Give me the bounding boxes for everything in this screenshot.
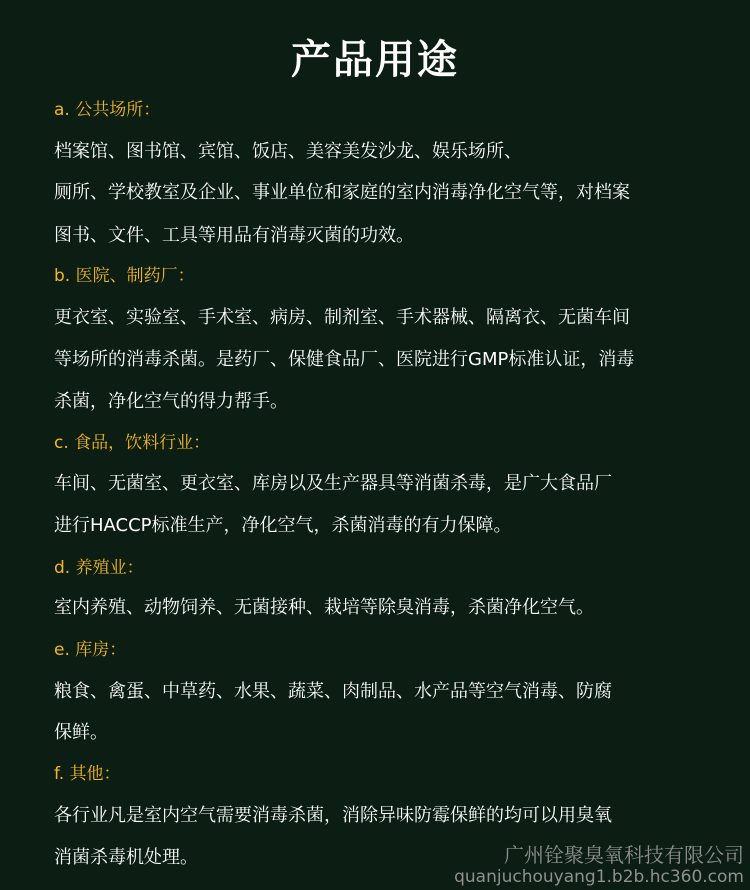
section-line: 车间、无菌室、更衣室、库房以及生产器具等消菌杀毒，是广大食品厂	[54, 473, 612, 494]
section-line: 粮食、禽蛋、中草药、水果、蔬菜、肉制品、水产品等空气消毒、防腐	[54, 681, 612, 702]
section-line: 保鲜。	[54, 722, 108, 743]
section-heading-food-beverage: c. 食品，饮料行业：	[54, 433, 211, 453]
section-line: 消菌杀毒机处理。	[54, 847, 198, 868]
section-heading-other: f. 其他：	[54, 764, 121, 784]
section-line: 档案馆、图书馆、宾馆、饭店、美容美发沙龙、娱乐场所、	[54, 141, 522, 162]
watermark-url: quanjuchouyang1.b2b.hc360.com	[454, 867, 744, 887]
section-line: 进行HACCP标准生产，净化空气，杀菌消毒的有力保障。	[54, 515, 512, 536]
section-line: 等场所的消毒杀菌。是药厂、保健食品厂、医院进行GMP标准认证，消毒	[54, 349, 635, 370]
section-line: 厕所、学校教室及企业、事业单位和家庭的室内消毒净化空气等，对档案	[54, 182, 630, 203]
section-line: 各行业凡是室内空气需要消毒杀菌，消除异味防霉保鲜的均可以用臭氧	[54, 805, 612, 826]
watermark-company: 广州铨聚臭氧科技有限公司	[504, 843, 744, 867]
section-line: 更衣室、实验室、手术室、病房、制剂室、手术器械、隔离衣、无菌车间	[54, 307, 630, 328]
section-heading-public-places: a. 公共场所：	[54, 100, 161, 120]
section-line: 图书、文件、工具等用品有消毒灭菌的功效。	[54, 225, 414, 246]
section-line: 室内养殖、动物饲养、无菌接种、栽培等除臭消毒，杀菌净化空气。	[54, 597, 594, 618]
section-line: 杀菌，净化空气的得力帮手。	[54, 391, 288, 412]
section-heading-breeding: d. 养殖业：	[54, 558, 144, 578]
section-heading-warehouse: e. 库房：	[54, 640, 127, 660]
page-title: 产品用途	[291, 37, 459, 83]
section-heading-hospital-pharma: b. 医院、制药厂：	[54, 266, 195, 286]
